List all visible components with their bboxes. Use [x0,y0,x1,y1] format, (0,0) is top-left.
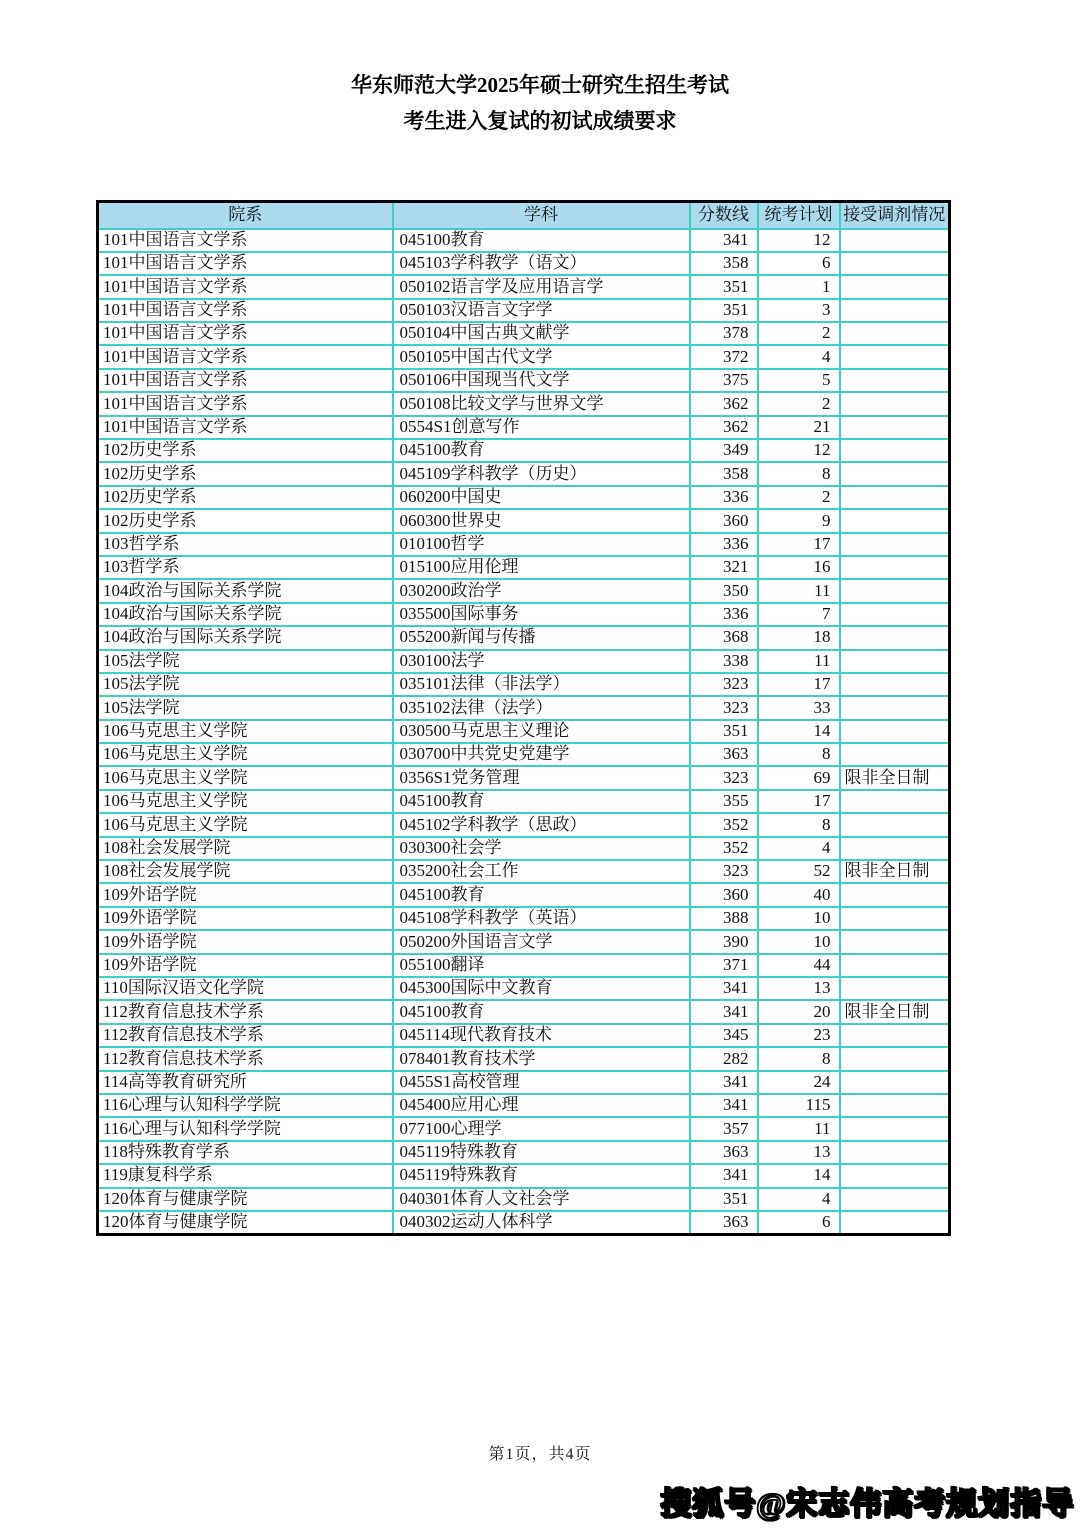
cell-department: 101中国语言文学系 [98,275,393,298]
table-row [98,954,950,977]
table-row [98,392,950,415]
cell-department: 101中国语言文学系 [98,229,393,252]
cell-department: 106马克思主义学院 [98,766,393,789]
cell-department: 102历史学系 [98,486,393,509]
cell-score-line: 351 [690,299,758,322]
cell-subject: 045100教育 [393,883,690,906]
cell-department: 103哲学系 [98,533,393,556]
cell-exam-plan: 10 [758,907,840,930]
cell-exam-plan: 33 [758,696,840,719]
cell-exam-plan: 12 [758,439,840,462]
cell-score-line: 358 [690,462,758,485]
cell-subject: 060200中国史 [393,486,690,509]
table-row [98,439,950,462]
table-row [98,252,950,275]
cell-subject: 045300国际中文教育 [393,977,690,1000]
cell-department: 120体育与健康学院 [98,1211,393,1234]
cell-department: 109外语学院 [98,883,393,906]
cell-adjustment-note [840,1164,950,1187]
table-row [98,509,950,532]
cell-score-line: 360 [690,509,758,532]
cell-adjustment-note [840,439,950,462]
cell-exam-plan: 12 [758,229,840,252]
cell-adjustment-note [840,790,950,813]
table-row [98,743,950,766]
cell-department: 106马克思主义学院 [98,790,393,813]
cell-subject: 010100哲学 [393,533,690,556]
cell-exam-plan: 2 [758,486,840,509]
cell-department: 118特殊教育学系 [98,1141,393,1164]
cell-subject: 050105中国古代文学 [393,345,690,368]
cell-subject: 045100教育 [393,229,690,252]
cell-department: 105法学院 [98,650,393,673]
cell-adjustment-note [840,275,950,298]
cell-score-line: 349 [690,439,758,462]
cell-department: 106马克思主义学院 [98,720,393,743]
cell-exam-plan: 13 [758,1141,840,1164]
cell-score-line: 345 [690,1024,758,1047]
cell-department: 109外语学院 [98,907,393,930]
watermark-text: 搜狐号@宋志伟高考规划指导 [660,1486,1074,1521]
cell-exam-plan: 6 [758,1211,840,1234]
cell-adjustment-note [840,392,950,415]
cell-subject: 030300社会学 [393,837,690,860]
cell-adjustment-note [840,1024,950,1047]
cell-exam-plan: 8 [758,462,840,485]
table-row [98,556,950,579]
cell-department: 108社会发展学院 [98,860,393,883]
cell-score-line: 341 [690,1071,758,1094]
cell-department: 106马克思主义学院 [98,743,393,766]
cell-subject: 030700中共党史党建学 [393,743,690,766]
cell-exam-plan: 18 [758,626,840,649]
cell-score-line: 390 [690,930,758,953]
cell-adjustment-note [840,626,950,649]
cell-score-line: 282 [690,1047,758,1070]
cell-subject: 030200政治学 [393,579,690,602]
table-row [98,369,950,392]
cell-score-line: 352 [690,837,758,860]
cell-score-line: 351 [690,275,758,298]
cell-exam-plan: 17 [758,673,840,696]
cell-score-line: 358 [690,252,758,275]
cell-exam-plan: 4 [758,1188,840,1211]
cell-exam-plan: 6 [758,252,840,275]
cell-department: 103哲学系 [98,556,393,579]
cell-subject: 055200新闻与传播 [393,626,690,649]
cell-adjustment-note: 限非全日制 [840,1000,950,1023]
table-row [98,860,950,883]
cell-adjustment-note [840,229,950,252]
cell-department: 106马克思主义学院 [98,813,393,836]
header-row [98,202,950,229]
cell-score-line: 323 [690,766,758,789]
cell-adjustment-note [840,954,950,977]
header-cell-score-line: 分数线 [690,202,758,229]
cell-adjustment-note [840,1071,950,1094]
cell-exam-plan: 11 [758,579,840,602]
cell-score-line: 355 [690,790,758,813]
cell-subject: 045100教育 [393,790,690,813]
cell-department: 108社会发展学院 [98,837,393,860]
cell-subject: 030500马克思主义理论 [393,720,690,743]
cell-subject: 045102学科教学（思政） [393,813,690,836]
cell-subject: 045103学科教学（语文） [393,252,690,275]
cell-adjustment-note [840,1094,950,1117]
cell-subject: 060300世界史 [393,509,690,532]
table-row [98,907,950,930]
cell-department: 101中国语言文学系 [98,416,393,439]
cell-adjustment-note [840,322,950,345]
cell-score-line: 363 [690,1141,758,1164]
cell-adjustment-note: 限非全日制 [840,860,950,883]
header-cell-department: 院系 [98,202,393,229]
table-row [98,1117,950,1140]
cell-exam-plan: 24 [758,1071,840,1094]
cell-subject: 045400应用心理 [393,1094,690,1117]
header-cell-exam-plan: 统考计划 [758,202,840,229]
cell-score-line: 362 [690,392,758,415]
cell-score-line: 341 [690,977,758,1000]
cell-score-line: 357 [690,1117,758,1140]
table-row [98,1141,950,1164]
cell-adjustment-note [840,977,950,1000]
cell-department: 109外语学院 [98,930,393,953]
cell-adjustment-note [840,533,950,556]
cell-adjustment-note [840,673,950,696]
cell-exam-plan: 44 [758,954,840,977]
cell-adjustment-note [840,486,950,509]
cell-adjustment-note [840,883,950,906]
cell-exam-plan: 40 [758,883,840,906]
table-row [98,930,950,953]
cell-department: 102历史学系 [98,439,393,462]
cell-adjustment-note [840,930,950,953]
table-row [98,322,950,345]
cell-department: 101中国语言文学系 [98,299,393,322]
cell-department: 112教育信息技术学系 [98,1047,393,1070]
cell-subject: 035102法律（法学） [393,696,690,719]
table-row [98,720,950,743]
cell-department: 112教育信息技术学系 [98,1024,393,1047]
cell-adjustment-note [840,907,950,930]
cell-subject: 078401教育技术学 [393,1047,690,1070]
cell-exam-plan: 11 [758,650,840,673]
cell-department: 116心理与认知科学学院 [98,1117,393,1140]
cell-subject: 045119特殊教育 [393,1141,690,1164]
cell-score-line: 372 [690,345,758,368]
table-row [98,790,950,813]
cell-department: 104政治与国际关系学院 [98,603,393,626]
cell-subject: 040302运动人体科学 [393,1211,690,1234]
header-cell-adjustment: 接受调剂情况 [840,202,950,229]
cell-adjustment-note [840,509,950,532]
cell-exam-plan: 4 [758,837,840,860]
table-row [98,603,950,626]
table-row [98,486,950,509]
table-row [98,1024,950,1047]
cell-exam-plan: 10 [758,930,840,953]
cell-exam-plan: 20 [758,1000,840,1023]
cell-subject: 050103汉语言文字学 [393,299,690,322]
table-row [98,883,950,906]
cell-adjustment-note [840,369,950,392]
cell-subject: 030100法学 [393,650,690,673]
table-body [98,229,950,1235]
table-row [98,299,950,322]
table-row [98,1000,950,1023]
table-row [98,275,950,298]
cell-department: 101中国语言文学系 [98,252,393,275]
cell-score-line: 323 [690,696,758,719]
table-row [98,696,950,719]
cell-score-line: 378 [690,322,758,345]
cell-subject: 0554S1创意写作 [393,416,690,439]
cell-score-line: 375 [690,369,758,392]
cell-adjustment-note [840,252,950,275]
cell-exam-plan: 2 [758,392,840,415]
table-row [98,673,950,696]
cell-department: 120体育与健康学院 [98,1188,393,1211]
cell-adjustment-note [840,1047,950,1070]
cell-exam-plan: 8 [758,1047,840,1070]
cell-department: 109外语学院 [98,954,393,977]
cell-score-line: 338 [690,650,758,673]
table-row [98,533,950,556]
cell-subject: 050104中国古典文献学 [393,322,690,345]
cell-score-line: 352 [690,813,758,836]
cell-score-line: 341 [690,1094,758,1117]
cell-adjustment-note [840,579,950,602]
cell-adjustment-note [840,720,950,743]
cell-exam-plan: 115 [758,1094,840,1117]
cell-adjustment-note [840,813,950,836]
cell-score-line: 341 [690,229,758,252]
cell-exam-plan: 13 [758,977,840,1000]
table-row [98,837,950,860]
cell-department: 119康复科学系 [98,1164,393,1187]
cell-score-line: 388 [690,907,758,930]
cell-adjustment-note [840,837,950,860]
cell-exam-plan: 52 [758,860,840,883]
cell-adjustment-note [840,462,950,485]
cell-adjustment-note [840,603,950,626]
cell-exam-plan: 4 [758,345,840,368]
cell-score-line: 341 [690,1164,758,1187]
cell-score-line: 336 [690,486,758,509]
cell-exam-plan: 7 [758,603,840,626]
cell-department: 110国际汉语文化学院 [98,977,393,1000]
cell-exam-plan: 8 [758,813,840,836]
cell-score-line: 371 [690,954,758,977]
cell-subject: 045100教育 [393,1000,690,1023]
cell-score-line: 336 [690,603,758,626]
cell-department: 101中国语言文学系 [98,345,393,368]
cell-subject: 040301体育人文社会学 [393,1188,690,1211]
cell-exam-plan: 17 [758,790,840,813]
cell-subject: 045100教育 [393,439,690,462]
document-title [0,67,1080,139]
cell-exam-plan: 9 [758,509,840,532]
cell-subject: 077100心理学 [393,1117,690,1140]
cell-score-line: 351 [690,720,758,743]
cell-score-line: 350 [690,579,758,602]
cell-subject: 050102语言学及应用语言学 [393,275,690,298]
cell-exam-plan: 23 [758,1024,840,1047]
cell-exam-plan: 69 [758,766,840,789]
cell-department: 114高等教育研究所 [98,1071,393,1094]
cell-score-line: 363 [690,1211,758,1234]
cell-score-line: 341 [690,1000,758,1023]
cell-subject: 0356S1党务管理 [393,766,690,789]
cell-exam-plan: 14 [758,1164,840,1187]
cell-department: 102历史学系 [98,462,393,485]
cell-adjustment-note [840,696,950,719]
cell-adjustment-note [840,1141,950,1164]
header-cell-subject: 学科 [393,202,690,229]
cell-department: 116心理与认知科学学院 [98,1094,393,1117]
cell-subject: 035101法律（非法学） [393,673,690,696]
cell-department: 105法学院 [98,673,393,696]
table-row [98,766,950,789]
cell-department: 101中国语言文学系 [98,392,393,415]
table-row [98,416,950,439]
cell-subject: 015100应用伦理 [393,556,690,579]
table-row [98,1071,950,1094]
cell-subject: 055100翻译 [393,954,690,977]
table-row [98,977,950,1000]
title-line-2: 考生进入复试的初试成绩要求 [403,109,677,133]
cell-adjustment-note [840,1211,950,1234]
cell-adjustment-note [840,345,950,368]
cell-department: 104政治与国际关系学院 [98,579,393,602]
cell-subject: 050106中国现当代文学 [393,369,690,392]
cell-department: 102历史学系 [98,509,393,532]
cell-adjustment-note [840,743,950,766]
cell-adjustment-note: 限非全日制 [840,766,950,789]
cell-subject: 045119特殊教育 [393,1164,690,1187]
cell-score-line: 323 [690,673,758,696]
cell-adjustment-note [840,1188,950,1211]
cell-score-line: 368 [690,626,758,649]
table-row [98,1047,950,1070]
cell-subject: 035500国际事务 [393,603,690,626]
cell-adjustment-note [840,416,950,439]
cell-adjustment-note [840,650,950,673]
page-number-footer: 第1页，共4页 [488,1446,592,1463]
cell-subject: 050200外国语言文学 [393,930,690,953]
table-row [98,813,950,836]
table-row [98,1211,950,1234]
table-row [98,1164,950,1187]
table-row [98,1188,950,1211]
cell-score-line: 323 [690,860,758,883]
title-line-1: 华东师范大学2025年硕士研究生招生考试 [351,73,729,97]
cell-department: 105法学院 [98,696,393,719]
table-row [98,229,950,252]
cell-exam-plan: 2 [758,322,840,345]
cell-subject: 045109学科教学（历史） [393,462,690,485]
table-row [98,345,950,368]
table-row [98,579,950,602]
cell-exam-plan: 14 [758,720,840,743]
cell-adjustment-note [840,299,950,322]
table-row [98,462,950,485]
cell-score-line: 336 [690,533,758,556]
cell-exam-plan: 3 [758,299,840,322]
cell-exam-plan: 8 [758,743,840,766]
cell-score-line: 321 [690,556,758,579]
cell-subject: 035200社会工作 [393,860,690,883]
cell-department: 104政治与国际关系学院 [98,626,393,649]
cell-exam-plan: 1 [758,275,840,298]
cell-exam-plan: 17 [758,533,840,556]
cell-subject: 0455S1高校管理 [393,1071,690,1094]
cell-adjustment-note [840,556,950,579]
cell-department: 112教育信息技术学系 [98,1000,393,1023]
cell-adjustment-note [840,1117,950,1140]
cell-score-line: 360 [690,883,758,906]
cell-subject: 050108比较文学与世界文学 [393,392,690,415]
cell-exam-plan: 11 [758,1117,840,1140]
cell-department: 101中国语言文学系 [98,322,393,345]
table-row [98,650,950,673]
scores-table [96,200,951,1236]
cell-subject: 045108学科教学（英语） [393,907,690,930]
cell-department: 101中国语言文学系 [98,369,393,392]
cell-score-line: 363 [690,743,758,766]
cell-subject: 045114现代教育技术 [393,1024,690,1047]
cell-score-line: 351 [690,1188,758,1211]
cell-score-line: 362 [690,416,758,439]
table-row [98,1094,950,1117]
cell-exam-plan: 5 [758,369,840,392]
table-row [98,626,950,649]
cell-exam-plan: 16 [758,556,840,579]
cell-exam-plan: 21 [758,416,840,439]
